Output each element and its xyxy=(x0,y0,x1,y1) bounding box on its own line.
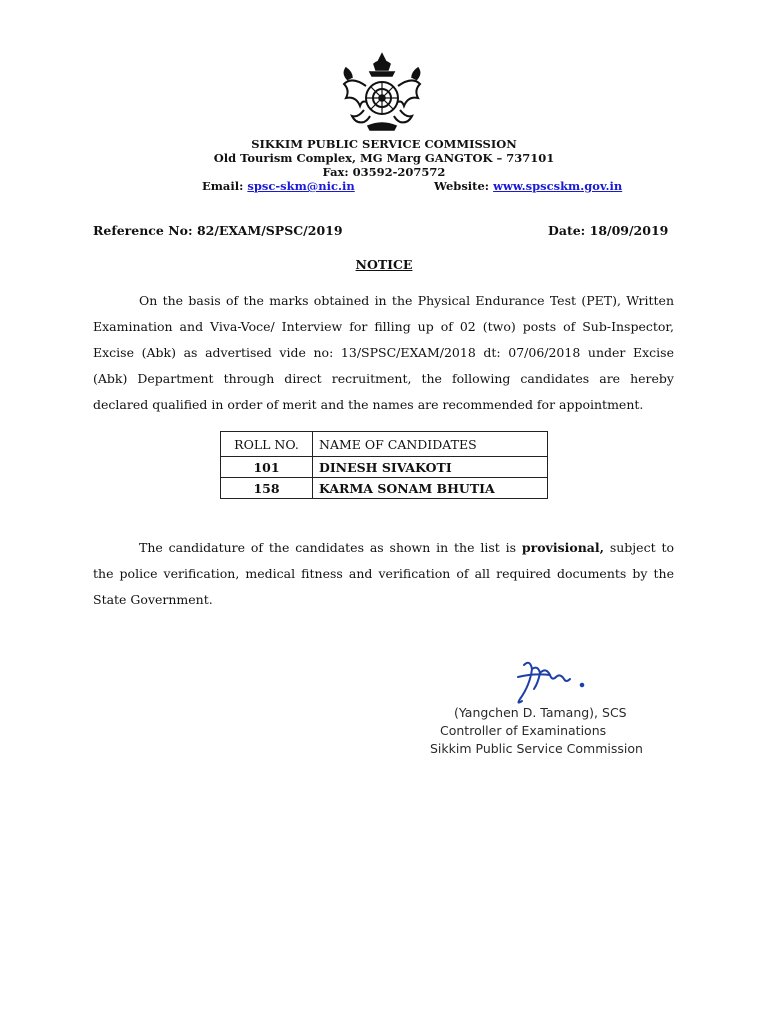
roll-number-cell: 101 xyxy=(221,457,313,478)
email-link[interactable]: spsc-skm@nic.in xyxy=(247,179,355,193)
paragraph-2-text-start: The candidature of the candidates as shown in the list is xyxy=(139,540,522,555)
signatory-organisation: Sikkim Public Service Commission xyxy=(430,741,643,756)
table-row xyxy=(221,457,548,478)
commission-fax: Fax: 03592-207572 xyxy=(322,165,446,179)
paragraph-2-text-end: subject to the police verification, medical fitness and verification of all required documents by the State Government. xyxy=(93,540,674,607)
commission-title: SIKKIM PUBLIC SERVICE COMMISSION xyxy=(251,137,517,151)
candidate-name-cell: KARMA SONAM BHUTIA xyxy=(313,478,548,499)
commission-address: Old Tourism Complex, MG Marg GANGTOK – 737101 xyxy=(213,151,555,165)
reference-number: Reference No: 82/EXAM/SPSC/2019 xyxy=(93,223,343,238)
provisional-emphasis: provisional, xyxy=(521,540,604,555)
notice-paragraph-1: On the basis of the marks obtained in the Physical Endurance Test (PET), Written Examination and Viva-Voce/ Interview for filling up of 02 (two) posts of Sub-Inspector, Excise (Abk) as advertised vide no: 13/SPSC/EXAM/2018 dt: 07/06/2018 under Excise (Abk) Department through direct recruitment, the following candidates are hereby declared qualified in order of merit and the names are recommended for appointment. xyxy=(93,293,674,412)
website-group xyxy=(434,179,622,193)
roll-number-cell: 158 xyxy=(221,478,313,499)
sikkim-state-emblem-icon xyxy=(338,50,426,134)
candidate-name-cell: DINESH SIVAKOTI xyxy=(313,457,548,478)
website-label: Website: xyxy=(434,179,490,193)
table-header-row xyxy=(221,432,548,457)
notice-date: Date: 18/09/2019 xyxy=(548,223,669,238)
roll-no-header: ROLL NO. xyxy=(221,432,313,457)
candidates-table xyxy=(220,431,548,499)
table-row xyxy=(221,478,548,499)
signatory-name: (Yangchen D. Tamang), SCS xyxy=(454,705,627,720)
notice-title: NOTICE xyxy=(355,257,413,272)
email-group xyxy=(202,179,355,193)
signatory-designation: Controller of Examinations xyxy=(440,723,607,738)
notice-paragraph-2 xyxy=(93,535,674,613)
signature-block xyxy=(430,704,670,758)
email-label: Email: xyxy=(202,179,244,193)
candidate-name-header: NAME OF CANDIDATES xyxy=(313,432,548,457)
website-link[interactable]: www.spscskm.gov.in xyxy=(493,179,623,193)
